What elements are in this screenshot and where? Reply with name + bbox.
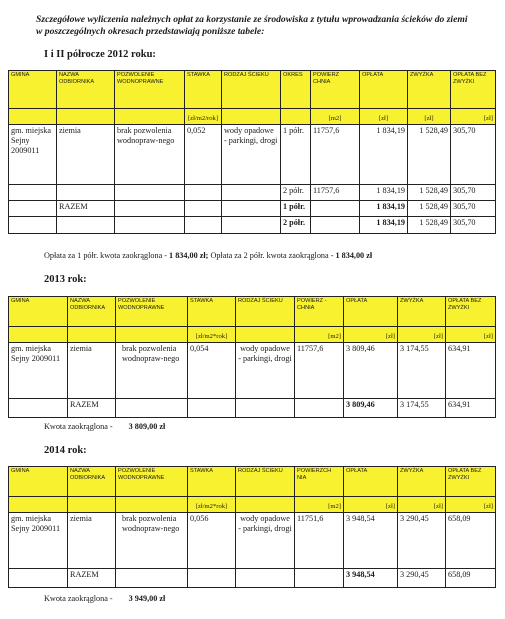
note-2014-text: Kwota zaokrąglona - xyxy=(44,594,113,603)
header-cell: RODZAJ ŚCIEKU xyxy=(236,467,295,497)
table-row xyxy=(9,513,496,569)
unit-cell: [zł] xyxy=(408,109,451,125)
table-row-razem xyxy=(9,217,496,234)
cell-gmina: gm. miejska Sejny 2009011 xyxy=(9,343,68,399)
cell-zwyzka: 3 290,45 xyxy=(398,513,446,569)
unit-cell xyxy=(236,497,295,513)
unit-cell xyxy=(57,109,115,125)
unit-cell xyxy=(222,109,281,125)
header-cell: OPŁATA BEZ ZWYŻKI xyxy=(446,297,496,327)
unit-cell: [m2] xyxy=(311,109,360,125)
unit-cell xyxy=(116,327,188,343)
table-2013 xyxy=(8,296,496,418)
note-2012-text-a: Opłata za 1 półr. kwota zaokrąglona - xyxy=(44,251,170,260)
unit-cell xyxy=(9,497,68,513)
table-unit-row xyxy=(9,497,496,513)
unit-cell xyxy=(68,327,116,343)
unit-cell xyxy=(68,497,116,513)
header-cell: OPŁATA xyxy=(360,71,408,109)
table-row-razem xyxy=(9,201,496,217)
note-2012-value-b: 1 834,00 zł xyxy=(335,251,373,260)
unit-cell xyxy=(9,109,57,125)
header-cell: OPŁATA BEZ ZWYŻKI xyxy=(451,71,496,109)
razem-label: RAZEM xyxy=(68,569,116,588)
header-cell: NAZWA ODBIORNIKA xyxy=(68,297,116,327)
header-cell: STAWKA xyxy=(188,467,236,497)
cell-bez-zwyzki: 305,70 xyxy=(451,217,496,234)
note-2014 xyxy=(44,594,165,604)
table-header-row xyxy=(9,297,496,327)
cell-pozwolenie: brak pozwolenia wodnopraw-nego xyxy=(115,125,185,185)
header-cell: ZWYŻKA xyxy=(398,297,446,327)
header-cell: ZWYŻKA xyxy=(398,467,446,497)
header-cell: POZWOLENIE WODNOPRAWNE xyxy=(116,297,188,327)
unit-cell: [m2] xyxy=(295,497,344,513)
header-cell: OPŁATA BEZ ZWYŻKI xyxy=(446,467,496,497)
cell-gmina: gm. miejska Sejny 2009011 xyxy=(9,513,68,569)
cell-bez-zwyzki: 634,91 xyxy=(446,399,496,418)
table-row xyxy=(9,125,496,185)
header-cell: GMINA xyxy=(9,71,57,109)
cell-zwyzka: 3 290,45 xyxy=(398,569,446,588)
cell-oplata: 3 948,54 xyxy=(344,513,398,569)
razem-label: RAZEM xyxy=(57,201,115,217)
unit-cell: [m2] xyxy=(295,327,344,343)
intro-text: Szczegółowe wyliczenia należnych opłat za korzystanie ze środowiska z tytułu wprowadzania ścieków do ziemi w poszczególnych okresach przedstawiają poniższe tabele: xyxy=(36,14,468,37)
cell-powierzchnia: 11757,6 xyxy=(311,125,360,185)
cell-oplata: 3 809,46 xyxy=(344,343,398,399)
note-2012-value-a: 1 834,00 zł; xyxy=(169,251,209,260)
unit-cell xyxy=(281,109,311,125)
header-cell: ZWYŻKA xyxy=(408,71,451,109)
cell-oplata: 1 834,19 xyxy=(360,185,408,201)
cell-stawka: 0,054 xyxy=(188,343,236,399)
note-2013-value: 3 809,00 zł xyxy=(128,422,166,431)
table-row xyxy=(9,185,496,201)
header-cell: OPŁATA xyxy=(344,467,398,497)
unit-cell xyxy=(116,497,188,513)
unit-cell: [zł] xyxy=(344,327,398,343)
note-2012 xyxy=(44,251,372,261)
header-cell: NAZWA ODBIORNIKA xyxy=(57,71,115,109)
cell-stawka: 0,052 xyxy=(185,125,222,185)
cell-pozwolenie: brak pozwolenia wodnopraw-nego xyxy=(116,513,188,569)
header-cell: NAZWA ODBIORNIKA xyxy=(68,467,116,497)
table-row xyxy=(9,343,496,399)
cell-zwyzka: 3 174,55 xyxy=(398,343,446,399)
unit-cell: [zł/m2*rok] xyxy=(188,497,236,513)
cell-pozwolenie: brak pozwolenia wodnopraw-nego xyxy=(116,343,188,399)
unit-cell xyxy=(236,327,295,343)
unit-cell: [zł] xyxy=(451,109,496,125)
unit-cell: [zł] xyxy=(398,497,446,513)
cell-bez-zwyzki: 305,70 xyxy=(451,185,496,201)
cell-powierzchnia: 11757,6 xyxy=(295,343,344,399)
header-cell: RODZAJ ŚCIEKU xyxy=(222,71,281,109)
cell-odbiornik: ziemia xyxy=(68,513,116,569)
table-row-razem xyxy=(9,399,496,418)
cell-bez-zwyzki: 305,70 xyxy=(451,201,496,217)
cell-gmina: gm. miejska Sejny 2009011 xyxy=(9,125,57,185)
header-cell: POZWOLENIE WODNOPRAWNE xyxy=(116,467,188,497)
table-header-row xyxy=(9,71,496,109)
section-1-title: I i II półrocze 2012 roku: xyxy=(44,49,156,60)
section-2-title: 2013 rok: xyxy=(44,274,87,285)
note-2012-text-b: Opłata za 2 półr. kwota zaokrąglona - xyxy=(208,251,336,260)
header-cell: POWIERZ - CHNIA xyxy=(295,297,344,327)
unit-cell: [zł] xyxy=(360,109,408,125)
table-unit-row xyxy=(9,109,496,125)
cell-oplata: 3 809,46 xyxy=(344,399,398,418)
cell-oplata: 1 834,19 xyxy=(360,201,408,217)
cell-okres: 2 półr. xyxy=(281,185,311,201)
cell-bez-zwyzki: 305,70 xyxy=(451,125,496,185)
cell-odbiornik: ziemia xyxy=(57,125,115,185)
section-3-title: 2014 rok: xyxy=(44,445,87,456)
header-cell: POWIERZ CHNIA xyxy=(311,71,360,109)
header-cell: RODZAJ ŚCIEKU xyxy=(236,297,295,327)
cell-bez-zwyzki: 658,09 xyxy=(446,513,496,569)
header-cell: OKRES xyxy=(281,71,311,109)
header-cell: POZWOLENIE WODNOPRAWNE xyxy=(115,71,185,109)
cell-powierzchnia: 11757,6 xyxy=(311,185,360,201)
header-cell: GMINA xyxy=(9,467,68,497)
cell-oplata: 3 948,54 xyxy=(344,569,398,588)
unit-cell: [zł/m2*rok] xyxy=(188,327,236,343)
note-2013 xyxy=(44,422,165,432)
table-row-razem xyxy=(9,569,496,588)
table-header-row xyxy=(9,467,496,497)
note-2014-value: 3 949,00 zł xyxy=(128,594,166,603)
cell-zwyzka: 1 528,49 xyxy=(408,217,451,234)
unit-cell: [zł] xyxy=(344,497,398,513)
unit-cell: [zł] xyxy=(446,327,496,343)
header-cell: OPŁATA xyxy=(344,297,398,327)
razem-label: RAZEM xyxy=(68,399,116,418)
cell-rodzaj: wody opadowe - parkingi, drogi xyxy=(236,343,295,399)
cell-bez-zwyzki: 658,09 xyxy=(446,569,496,588)
unit-cell: [zł] xyxy=(446,497,496,513)
header-cell: POWIERZCH NIA xyxy=(295,467,344,497)
cell-odbiornik: ziemia xyxy=(68,343,116,399)
header-cell: STAWKA xyxy=(188,297,236,327)
cell-oplata: 1 834,19 xyxy=(360,217,408,234)
cell-zwyzka: 1 528,49 xyxy=(408,201,451,217)
cell-stawka: 0,056 xyxy=(188,513,236,569)
unit-cell xyxy=(9,327,68,343)
cell-okres: 1 półr. xyxy=(281,201,311,217)
cell-okres: 1 półr. xyxy=(281,125,311,185)
table-unit-row xyxy=(9,327,496,343)
header-cell: GMINA xyxy=(9,297,68,327)
cell-bez-zwyzki: 634,91 xyxy=(446,343,496,399)
unit-cell: [zł] xyxy=(398,327,446,343)
cell-powierzchnia: 11751,6 xyxy=(295,513,344,569)
header-cell: STAWKA xyxy=(185,71,222,109)
cell-rodzaj: wody opadowe - parkingi, drogi xyxy=(236,513,295,569)
table-2012 xyxy=(8,70,496,234)
cell-zwyzka: 1 528,49 xyxy=(408,185,451,201)
cell-zwyzka: 3 174,55 xyxy=(398,399,446,418)
cell-oplata: 1 834,19 xyxy=(360,125,408,185)
cell-zwyzka: 1 528,49 xyxy=(408,125,451,185)
unit-cell xyxy=(115,109,185,125)
table-2014 xyxy=(8,466,496,588)
cell-okres: 2 półr. xyxy=(281,217,311,234)
note-2013-text: Kwota zaokrąglona - xyxy=(44,422,113,431)
cell-rodzaj: wody opadowe - parkingi, drogi xyxy=(222,125,281,185)
unit-cell: [zł/m2/rok] xyxy=(185,109,222,125)
